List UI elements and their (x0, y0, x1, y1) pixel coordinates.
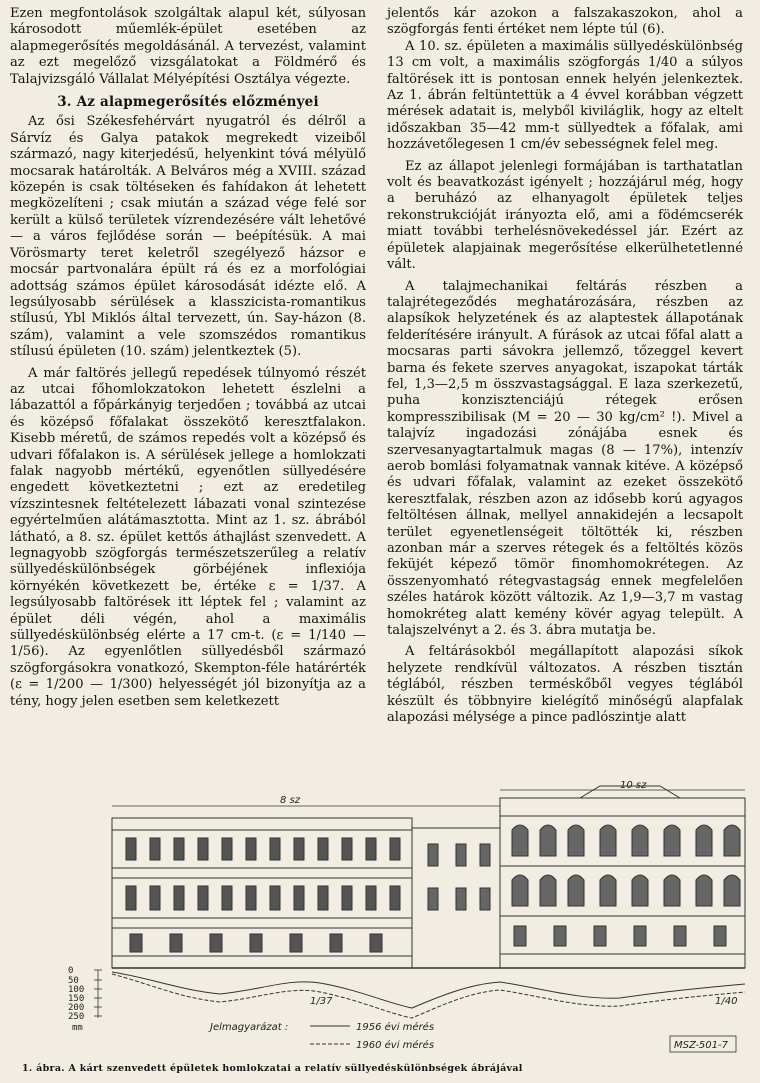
legend-1956: 1956 évi mérés (356, 1022, 435, 1033)
settlement-axis (94, 970, 102, 1018)
paragraph: Ezen megfontolások szolgáltak alapul két, súlyosan károsodott műemlék-épület esetében az alapmegerősítés megoldásánál. A tervezést, valamint az ezt megelőző vizsgálatokat a Földmérő és Talajvizsgáló Vállalat Mélyépítési Osztálya végezte. (10, 6, 366, 87)
legend-title: Jelmagyarázat : (210, 1022, 289, 1033)
paragraph: jelentős kár azokon a falszakaszokon, ahol a szögforgás fenti értéket nem lépte túl (6). (387, 6, 743, 38)
right-column (387, 6, 743, 726)
section-heading: 3. Az alapmegerősítés előzményei (57, 94, 319, 111)
axis-tick: 250 (68, 1012, 85, 1022)
axis-tick: 50 (68, 976, 79, 986)
epsilon-label: 1/40 (715, 996, 738, 1007)
figure-caption: 1. ábra. A kárt szenvedett épületek homlokzatai a relatív süllyedéskülönbségek ábrájával (22, 1063, 523, 1074)
middle-section (412, 828, 500, 968)
legend-1960: 1960 évi mérés (356, 1040, 435, 1051)
building-10-windows (512, 825, 740, 946)
facade-drawing (60, 778, 750, 1054)
axis-tick: 100 (68, 985, 85, 995)
axis-tick: 0 (68, 966, 74, 976)
paragraph: A feltárásokból megállapított alapozási síkok helyzete rendkívül változatos. A részben tisztán téglából, részben terméskőből vegyes téglából készült és többnyire kielégítő minőségű alapfalak alapozási mélysége a pince padlószintje alatt (387, 644, 743, 726)
label-10sz: 10 sz (620, 780, 647, 791)
paragraph: A 10. sz. épületen a maximális süllyedéskülönbség 13 cm volt, a maximális szögforgás 1/40 a súlyos faltörések itt is pontosan ennek helyén jelenkeztek. Az 1. ábrán feltüntettük a 4 évvel korábban végzett mérések adatait is, melyből kiviláglik, hogy az eltelt időszakban 35—42 mm-t süllyedtek a főfalak, ami hozzávetőlegesen 1 cm/év sebességnek felel meg. (387, 38, 743, 153)
settlement-curve-1956 (112, 972, 745, 1008)
paragraph: Ez az állapot jelenlegi formájában is tarthatatlan volt és beavatkozást igényelt ; hozzájárul még, hogy a beruházó az elhanyagolt épületek teljes rekonstrukcióját irányozta elő, ami a födémcserék miatt további terhelésnövekedéssel jár. Ezért az épületek alapjainak megerősítése elkerülhetetlenné vált. (387, 158, 743, 273)
epsilon-label: 1/37 (310, 996, 333, 1007)
paragraph: A talajmechanikai feltárás részben a talajrétegeződés meghatározására, részben az alapsíkok helyzetének és az alaptestek állapotának felderítésére irányult. A fúrások az utcai főfal alatt a mocsaras parti sávokra jellemző, tőzeggel kevert barna és fekete szerves anyagokat, iszapokat tárták fel, 1,3—2,5 m összvastagsággal. E laza szerkezetű, puha konzisztenciájú rétegek erősen kompresszibilisak (M = 20 — 30 kg/cm² !). Mivel a talajvíz ingadozási zónájába esnek és szervesanyagtartalmuk magas (8 — 17%), intenzív aerob bomlási folyamatnak vannak kitéve. A középső és udvari főfalak, valamint az ezeket összekötő keresztfalak, részben azon az idősebb korú agyagos feltöltésen állnak, mellyel annakidején a lecsapolt terület egyenetlenségeit töltötték ki, részben azonban már a szerves rétegek és a feltöltés közös feküjét képező tömör finomhomokrétegen. Az összenyomható rétegvastagság ennek megfelelően széles határok között változik. Az 1,9—3,7 m vastag homokréteg alatt kemény kövér agyag települt. A talajszelvényt a 2. és 3. ábra mutatja be. (387, 278, 743, 639)
settlement-curve-1960 (112, 974, 745, 1018)
label-8sz: 8 sz (280, 795, 300, 806)
stamp-label: MSZ-501-7 (674, 1040, 728, 1051)
facade-figure (60, 778, 750, 1054)
paragraph: A már faltörés jellegű repedések túlnyomó részét az utcai főhomlokzatokon lehetett észlelni a lábazattól a főpárkányig terjedően ; továbbá az utcai és középső főfalakat összekötő keresztfalakon. Kisebb méretű, de számos repedés volt a középső és udvari főfalakon is. A sérülések jellege a homlokzati falak nagyobb mértékű, egyenőtlen süllyedésére engedett következtetni ; ezt az eredetileg vízszintesnek feltételezett lábazati vonal szintezése egyértelműen alátámasztotta. Mint az 1. sz. ábrából látható, a 8. sz. épület kettős áthajlást szenvedett. A legnagyobb szögforgás természetszerűleg a relatív süllyedéskülönbségek görbéjének inflexiója környékén következett be, értéke ε = 1/37. A legsúlyosabb faltörések itt léptek fel ; valamint az épület déli végén, ahol a maximális süllyedéskülönbség elérte a 17 cm-t. (ε = 1/140 — 1/56). Az egyenlőtlen süllyedésből származó szögforgásokra vonatkozó, Skempton-féle határérték (ε = 1/200 — 1/300) helyességét jól bizonyítja az a tény, hogy jelen esetben sem keletkezett (10, 365, 366, 709)
axis-tick: 150 (68, 994, 85, 1004)
paragraph: Az ősi Székesfehérvárt nyugatról és délről a Sárvíz és Galya patakok megrekedt vizeiből származó, nagy kiterjedésű, helyenkint tóvá mélyülő mocsarak határolták. A Belváros még a XVIII. század közepén is csak töltéseken és fahídakon át lehetett megközelíteni ; csak miután a század vége felé sor került a külső területek vízrendezésére vált lehetővé — a város fejlődése során — beépítésük. A mai Vörösmarty teret keletről szegélyező házsor e mocsár partvonalára épült rá és ez a morfológiai adottság számos épület károsodását idézte elő. A legsúlyosabb sérülések a klasszicista-romantikus stílusú, Ybl Miklós által tervezett, ún. Say-házon (8. szám), valamint a vele szomszédos romantikus stílusú épületen (10. szám) jelentkeztek (5). (10, 114, 366, 360)
left-column (10, 6, 366, 710)
axis-tick: 200 (68, 1003, 85, 1013)
axis-unit: mm (72, 1023, 83, 1033)
building-8-windows (126, 838, 400, 952)
